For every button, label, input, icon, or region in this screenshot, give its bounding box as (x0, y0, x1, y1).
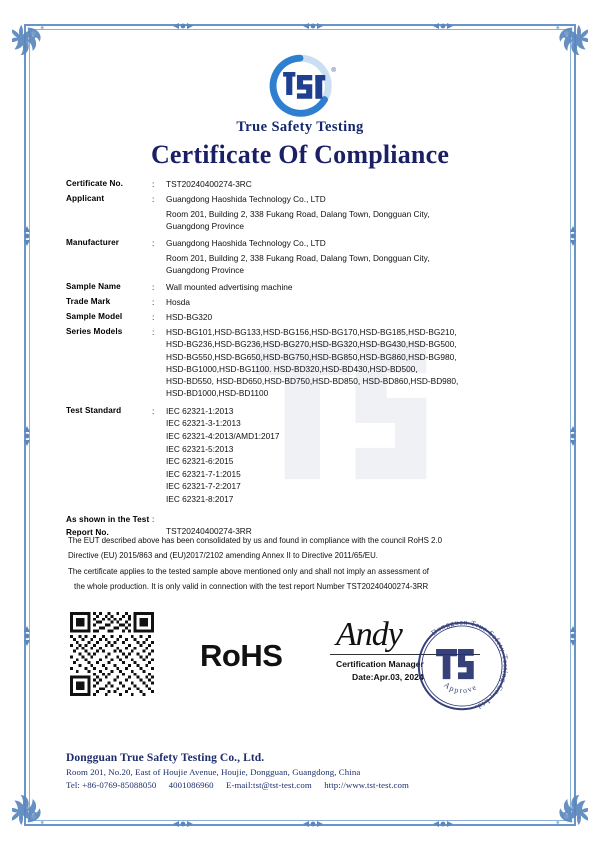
test-standard-line: IEC 62321-5:2013 (166, 443, 234, 454)
footer-hotline: 4001086960 (168, 780, 214, 790)
test-standard-line: IEC 62321-1:2013 (166, 405, 234, 416)
signature-date: Date:Apr.03, 2024 (352, 672, 424, 682)
colon-test-report-no: : (152, 513, 155, 524)
value-test-report-no: TST20240400274-3RR (166, 525, 252, 536)
footer-website: http://www.tst-test.com (324, 780, 409, 790)
value-sample-model: HSD-BG320 (166, 312, 213, 323)
field-test-standard (66, 405, 542, 506)
applicant-address-line1: Room 201, Building 2, 338 Fukang Road, Dalang Town, Dongguan City, (166, 208, 430, 219)
field-trade-mark (66, 296, 542, 308)
test-standard-line: IEC 62321-7-2:2017 (166, 481, 241, 492)
manufacturer-address-line2: Guangdong Province (166, 264, 244, 275)
label-applicant: Applicant (66, 194, 105, 204)
test-standard-line: IEC 62321-6:2015 (166, 456, 234, 467)
field-series-models (66, 326, 542, 400)
logo-wordmark: True Safety Testing (236, 119, 364, 135)
footer-contact (66, 780, 536, 790)
tst-logo-icon (254, 52, 346, 118)
value-test-standard (166, 405, 542, 506)
colon-sample-model: : (152, 312, 155, 323)
footer-company-name: Dongguan True Safety Testing Co., Ltd. (66, 752, 265, 764)
label-sample-model: Sample Model (66, 312, 123, 322)
test-standard-line: IEC 62321-8:2017 (166, 494, 234, 505)
rohs-mark: RoHS (200, 638, 283, 673)
value-applicant (166, 193, 542, 232)
certificate-fields (66, 178, 542, 542)
test-standard-line: IEC 62321-3-1:2013 (166, 418, 241, 429)
series-models-line: HSD-BD550, HSD-BD650,HSD-BD750,HSD-BD850, HSD-BD860,HSD-BD980, (166, 376, 459, 387)
qr-code (70, 612, 154, 696)
applicant-address-line2: Guangdong Province (166, 220, 244, 231)
series-models-line: HSD-BG550,HSD-BG650,HSD-BG750,HSD-BG850,HSD-BG860,HSD-BG980, (166, 351, 457, 362)
colon-series-models: : (152, 327, 155, 338)
label-series-models: Series Models (66, 327, 123, 337)
statement-line-2: Directive (EU) 2015/863 and (EU)2017/2102 amending Annex II to Directive 2011/65/EU. (68, 551, 378, 561)
label-manufacturer: Manufacturer (66, 238, 120, 248)
field-sample-model (66, 311, 542, 323)
statement-line-4: the whole production. It is only valid in connection with the test report Number TST20240400274-3RR (74, 582, 429, 592)
test-standard-line: IEC 62321-7-1:2015 (166, 468, 241, 479)
series-models-line: HSD-BG1000,HSD-BG1100. HSD-BD320,HSD-BD430,HSD-BD500, (166, 363, 418, 374)
test-standard-line: IEC 62321-4:2013/AMD1:2017 (166, 430, 280, 441)
footer (66, 752, 536, 790)
colon-test-standard: : (152, 405, 155, 416)
series-models-line: HSD-BG101,HSD-BG133,HSD-BG156,HSD-BG170,HSD-BG185,HSD-BG210, (166, 327, 457, 338)
value-trade-mark: Hosda (166, 297, 190, 308)
svg-text:Approve: Approve (442, 680, 479, 696)
handwritten-signature: Andy (336, 616, 402, 653)
field-applicant (66, 193, 542, 232)
manufacturer-name: Guangdong Haoshida Technology Co., LTD (166, 238, 326, 249)
label-test-report-line1: As shown in the (66, 514, 131, 524)
signatory-role: Certification Manager (336, 659, 424, 669)
label-sample-name: Sample Name (66, 282, 121, 292)
statement-line-1: The EUT described above has been consolidated by us and found in compliance with the council RoHS 2.0 (68, 536, 443, 545)
field-certificate-no (66, 178, 542, 190)
label-test-report-line2: Test Report No. (66, 514, 150, 537)
applicant-name: Guangdong Haoshida Technology Co., LTD (166, 194, 326, 205)
value-sample-name: Wall mounted advertising machine (166, 282, 293, 293)
value-manufacturer (166, 237, 542, 276)
value-series-models (166, 326, 542, 400)
colon-applicant: : (152, 194, 155, 205)
field-manufacturer (66, 237, 542, 276)
colon-sample-name: : (152, 282, 155, 293)
manufacturer-address-line1: Room 201, Building 2, 338 Fukang Road, Dalang Town, Dongguan City, (166, 252, 430, 263)
field-sample-name (66, 281, 542, 293)
brand-logo (0, 52, 600, 136)
series-models-line: HSD-BG236,HSD-BG236,HSD-BG270,HSD-BG320,HSD-BG430,HSD-BG500, (166, 339, 457, 350)
registered-mark: ® (331, 66, 336, 74)
compliance-statement (68, 533, 538, 595)
company-seal-stamp (408, 612, 516, 720)
footer-telephone: Tel: +86-0769-85088050 (66, 780, 157, 790)
label-test-standard: Test Standard (66, 405, 122, 415)
series-models-line: HSD-BD1000,HSD-BD1100 (166, 388, 269, 399)
colon-trade-mark: : (152, 297, 155, 308)
svg-text:Dongguan True Safety Testing C: Dongguan True Safety Testing Co., Ltd. (429, 617, 511, 713)
value-certificate-no: TST20240400274-3RC (166, 179, 252, 189)
footer-email: E-mail:tst@tst-test.com (225, 780, 312, 790)
label-trade-mark: Trade Mark (66, 297, 111, 307)
page-title: Certificate Of Compliance (150, 140, 450, 169)
label-certificate-no: Certificate No. (66, 179, 124, 188)
footer-address: Room 201, No.20, East of Houjie Avenue, Houjie, Dongguan, Guangdong, China (66, 767, 361, 777)
statement-line-3: The certificate applies to the tested sample above mentioned only and shall not imply an assessment of (68, 566, 429, 576)
colon-manufacturer: : (152, 238, 155, 249)
colon-certificate-no: : (152, 179, 155, 189)
